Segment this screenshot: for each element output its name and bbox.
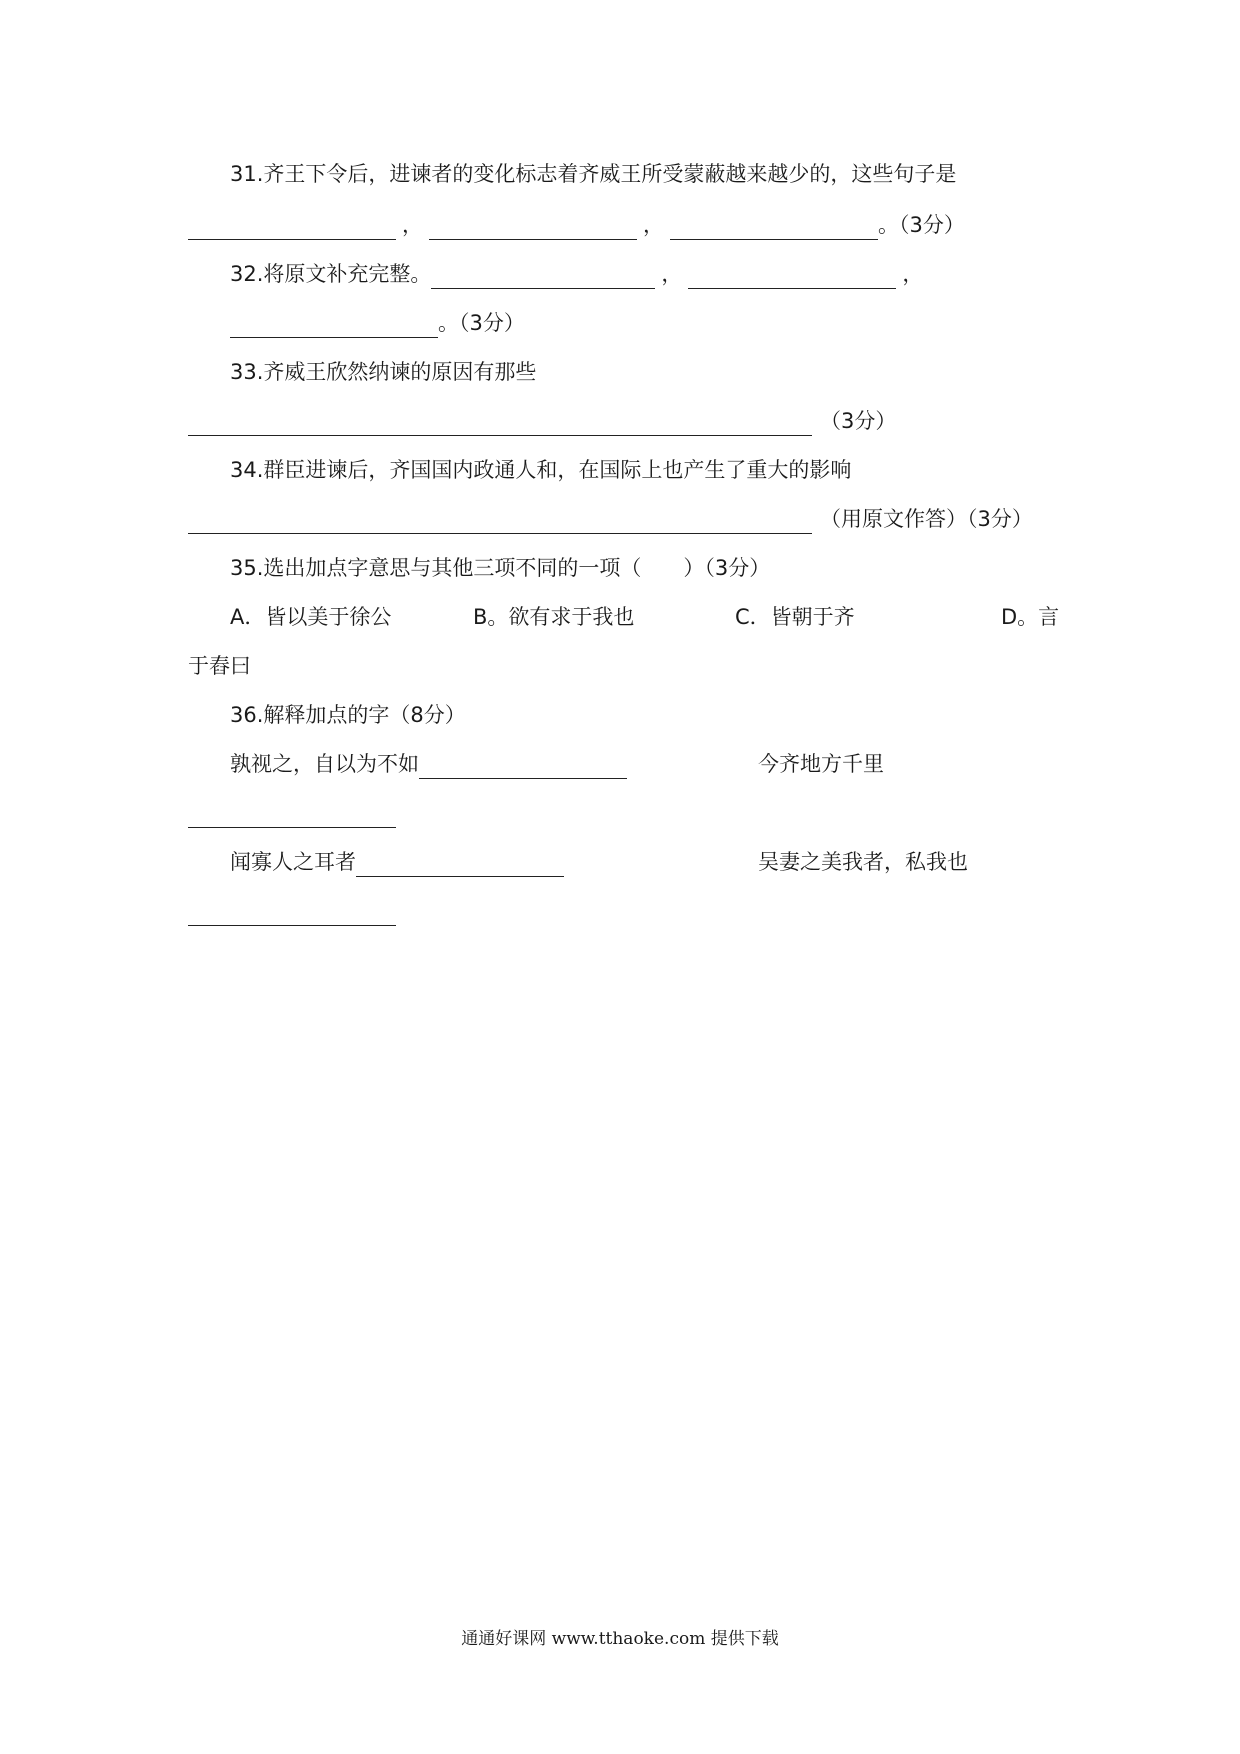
q31-question: 31.齐王下令后，进谏者的变化标志着齐威王所受蒙蔽越来越少的，这些句子是 bbox=[230, 162, 957, 186]
q36-item-3: 闻寡人之耳者 bbox=[230, 850, 356, 874]
q36-blank-2[interactable] bbox=[188, 805, 396, 828]
q31-score: 。（3分） bbox=[878, 213, 965, 237]
q34-score: （用原文作答）（3分） bbox=[820, 507, 1033, 531]
q32-answer-row bbox=[230, 308, 525, 338]
q36-item-3-row bbox=[230, 847, 564, 877]
q36-item-1: 孰视之，自以为不如 bbox=[230, 752, 419, 776]
q32-question: 32.将原文补充完整。 bbox=[230, 262, 432, 286]
q34-question: 34.群臣进谏后，齐国国内政通人和，在国际上也产生了重大的影响 bbox=[230, 458, 852, 482]
q36-blank-4[interactable] bbox=[188, 903, 396, 926]
q35-option-c[interactable]: C．皆朝于齐 bbox=[735, 605, 855, 629]
q36-item-4: 吴妻之美我者，私我也 bbox=[758, 850, 968, 874]
q32-blank-2[interactable] bbox=[688, 266, 896, 289]
q31-sep-1: ， bbox=[402, 213, 423, 237]
q32-blank-1[interactable] bbox=[431, 266, 655, 289]
q32-score: 。（3分） bbox=[438, 311, 525, 335]
page-footer: 通通好课网 www.tthaoke.com 提供下载 bbox=[461, 1629, 779, 1649]
q32-blank-3[interactable] bbox=[230, 315, 438, 338]
q32-sep-2: ， bbox=[902, 262, 924, 286]
q36-item-1-row bbox=[230, 749, 627, 779]
q36-blank-3[interactable] bbox=[356, 854, 564, 877]
q36-blank-2-row bbox=[188, 798, 396, 828]
q32-question-row bbox=[230, 259, 929, 289]
q33-question: 33.齐威王欣然纳谏的原因有那些 bbox=[230, 360, 537, 384]
q31-answer-row bbox=[188, 210, 965, 240]
q35-question: 35.选出加点字意思与其他三项不同的一项（ ）（3分） bbox=[230, 556, 771, 580]
q32-sep-1: ， bbox=[661, 262, 683, 286]
q35-option-d[interactable]: D。言 bbox=[1001, 605, 1060, 629]
q35-option-b[interactable]: B。欲有求于我也 bbox=[473, 605, 635, 629]
q36-blank-4-row bbox=[188, 896, 396, 926]
q34-answer-row bbox=[188, 504, 1033, 534]
q34-blank[interactable] bbox=[188, 511, 812, 534]
q36-blank-1[interactable] bbox=[419, 756, 627, 779]
q35-option-a[interactable]: A．皆以美于徐公 bbox=[230, 605, 392, 629]
q31-blank-2[interactable] bbox=[429, 217, 637, 240]
q33-score: （3分） bbox=[820, 409, 897, 433]
q33-blank[interactable] bbox=[188, 413, 812, 436]
q36-item-2: 今齐地方千里 bbox=[758, 752, 884, 776]
q33-answer-row bbox=[188, 406, 896, 436]
q31-blank-3[interactable] bbox=[670, 217, 878, 240]
q35-option-d-continued: 于舂曰 bbox=[188, 654, 251, 678]
q31-sep-2: ， bbox=[643, 213, 664, 237]
q36-question: 36.解释加点的字（8分） bbox=[230, 703, 466, 727]
q31-blank-1[interactable] bbox=[188, 217, 396, 240]
